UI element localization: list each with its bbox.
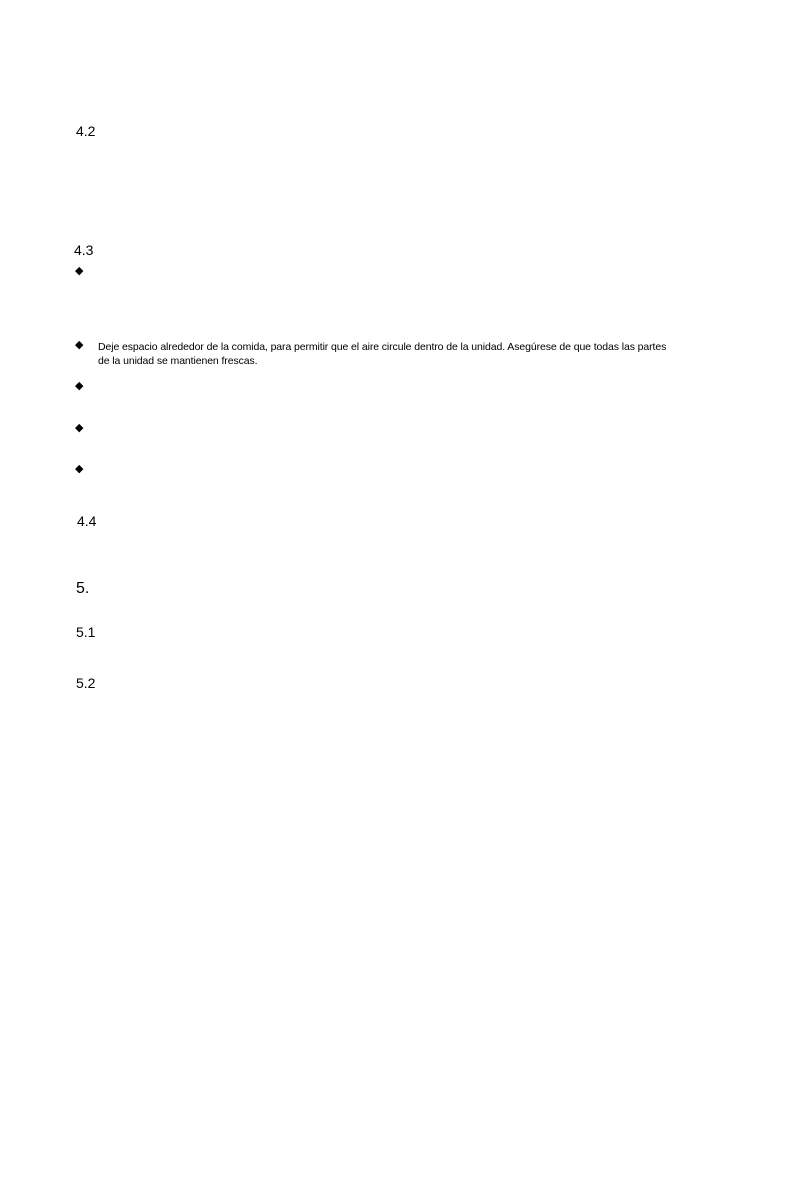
bullet-diamond-icon: ◆: [75, 463, 84, 475]
bullet-diamond-icon: ◆: [75, 380, 84, 392]
section-number-4-3: 4.3: [74, 242, 94, 258]
bullet-diamond-icon: ◆: [75, 422, 84, 434]
bullet-diamond-icon: ◆: [75, 265, 84, 277]
bullet-diamond-icon: ◆: [75, 339, 84, 351]
section-number-5: 5.: [76, 580, 90, 597]
section-number-5-2: 5.2: [76, 675, 96, 691]
section-number-4-4: 4.4: [77, 513, 97, 529]
bullet-paragraph: Deje espacio alrededor de la comida, para permitir que el aire circule dentro de la unidad. Asegúrese de que todas las partes de la unidad se mantienen frescas.: [98, 341, 667, 367]
section-number-5-1: 5.1: [76, 624, 96, 640]
section-number-4-2: 4.2: [76, 123, 96, 139]
